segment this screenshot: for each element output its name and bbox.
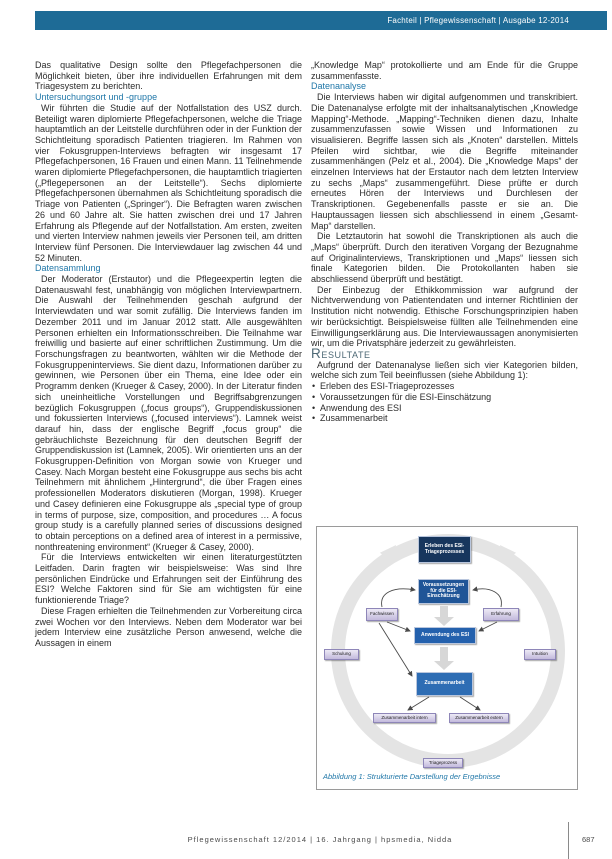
- paragraph: Wir führten die Studie auf der Notfallstation des USZ durch. Beteiligt waren diplomierte Pflegefachpersonen, welche die Triage hauptamtlich an der Leitstelle durchführen oder in der Funktion der Schichtleitung sporadisch Patienten triagieren. Im Rahmen von vier Fokusgruppen-Interviews befragten wir insgesamt 17 Pflegefachpersonen, 16 Frauen und einen Mann. 11 Teilnehmende waren diplomierte Pflegefachpersonen, die hauptamtlich triagierten („Pflegepersonen an der Leitstelle“). Sechs diplomierte Pflegefachpersonen übernahmen als Schichtleitung sporadisch die Triage von Patienten („Springer“). Die Befragten waren zwischen 26 und 60 Jahre alt. Sie hatten zwischen drei und 17 Jahren Erfahrung als Pflegende auf der Notfallstation. Am ersten, zweiten und vierten Interview nahmen jeweils vier Personen teil, am dritten Interview fünf Personen. Die Interviewdauer lag zwischen 44 und 52 Minuten.: [35, 102, 302, 263]
- bullet-item: • Zusammenarbeit: [311, 413, 578, 424]
- diagram-node-mid-right: Erfahrung: [483, 608, 519, 621]
- diagram-node-bottom-left: Zusammenarbeit intern: [373, 713, 436, 723]
- subsection-heading: Datensammlung: [35, 263, 101, 274]
- diagram-node-mid-left: Fachwissen: [366, 608, 398, 621]
- paragraph: Die Letztautorin hat sowohl die Transkriptionen als auch die „Maps“ überprüft. Durch den iterativen Vorgang der Bezugnahme auf Originalinterviews, Transkriptionen und „Maps“ liessen sich finale Kategorien bilden. Die Protokollanten haben sie abschliessend überprüft und bestätigt.: [311, 231, 578, 285]
- footer-page-number: 687: [582, 835, 595, 844]
- paragraph: Der Moderator (Erstautor) und die Pflegeexpertin legten die Datenauswahl fest, unabhängig von möglichen Interviewpartnern. Die Auswahl der Teilnehmenden geschah aufgrund der Interviewdaten und war somit zufällig. Die Interviews fanden im Dezember 2011 und im Januar 2012 statt. Alle ausgewählten Personen erhielten ein Informationsschreiben. Die Teilnahme war freiwillig und basierte auf einer schriftlichen Zustimmung. Um die Forschungsfragen zu beantworten, wählten wir die Methode der Fokusgruppeninterviews. Sie dient dazu, Informationen darüber zu gewinnen, wie Personen über ein Thema, eine Idee oder ein Programm denken (Krueger & Casey, 2000). In der Literatur finden sich uneinheitliche Vorstellungen und Begriffsabgrenzungen bezüglich Fokusgruppen („focus groups“), Gruppendiskussionen und fokussierten Interviews („focused interviews“). Lamnek weist darauf hin, dass der englische Begriff „focus group“ die gebräuchlichste Bezeichnung für den deutschen Begriff der Gruppendiskussion ist (Lamnek, 2005). Wir orientierten uns an der Fokusgruppen-Definition von Morgan sowie von Krueger und Casey. Nach Morgan besteht eine Fokusgruppe aus sechs bis acht Teilnehmern mit ähnlichem „Hintergrund“, die über Fragen eines professionellen Moderators diskutieren (Morgan, 1998). Krueger und Casey definieren eine Fokusgruppe als „special type of group in terms of purpose, size, composition, and procedures … A focus group study is a carefully planned series of discussions designed to obtain perceptions on a defined area of interest in a permissive, nonthreatening environment“ (Krueger & Casey, 2000).: [35, 274, 302, 552]
- section-header-bar: [35, 11, 607, 30]
- paragraph: Das qualitative Design sollte den Pflegefachpersonen die Möglichkeit bieten, über ihre individuellen Erfahrungen mit dem Triagesystem zu berichten.: [35, 60, 302, 92]
- diagram-node-bottom-center: Triageprozess: [423, 758, 463, 768]
- figure-caption: Abbildung 1: Strukturierte Darstellung der Ergebnisse: [323, 772, 501, 781]
- diagram-node-far-right: Intuition: [524, 649, 556, 660]
- diagram-node-erleben: Erleben des ESI-Triageprozesses: [418, 536, 471, 563]
- bullet-item: • Anwendung des ESI: [311, 403, 578, 414]
- diagram-node-zusammenarbeit: Zusammenarbeit: [416, 672, 473, 696]
- bullet-item: • Voraussetzungen für die ESI-Einschätzung: [311, 392, 578, 403]
- paragraph: Für die Interviews entwickelten wir einen literaturgestützten Leitfaden. Darin fragten wir beispielsweise: Was sind Ihre persönlichen Eindrücke und Erfahrungen seit der Einführung des ESI? Welche Faktoren sind für Sie am wichtigsten für eine funktionierende Triage?: [35, 552, 302, 606]
- paragraph: Diese Fragen erhielten die Teilnehmenden zur Vorbereitung circa zwei Wochen vor den Interviews. Neben dem Moderator war bei jedem Interview eine zusätzliche Person anwesend, welche die Aussagen in einem: [35, 605, 302, 648]
- diagram-node-bottom-right: Zusammenarbeit extern: [449, 713, 509, 723]
- paragraph: Der Einbezug der Ethikkommission war aufgrund der Nichtverwendung von Patientendaten und interner Richtlinien der Institution nicht notwendig. Ethische Forschungsprinzipien haben wir berücksichtigt. Beispielsweise füllten alle Teilnehmenden eine Einwilligungserklärung aus. Die Interviewaussagen anonymisierten wir, um die Privatsphäre jederzeit zu gewährleisten.: [311, 284, 578, 349]
- subsection-heading: Datenanalyse: [311, 81, 367, 92]
- paragraph: Aufgrund der Datenanalyse ließen sich vier Kategorien bilden, welche sich zum Teil beeinflussen (siehe Abbildung 1):: [311, 359, 578, 381]
- section-heading-resultate: Resultate: [311, 345, 371, 361]
- category-bullet-list: [311, 381, 578, 424]
- footer-journal-line: Pflegewissenschaft 12/2014 | 16. Jahrgang | hpsmedia, Nidda: [187, 835, 453, 844]
- section-header-label: Fachteil | Pflegewissenschaft | Ausgabe 12-2014: [387, 16, 569, 25]
- paragraph: Die Interviews haben wir digital aufgenommen und transkribiert. Die Datenanalyse erfolgte mit der inhaltsanalytischen „Knowledge Mapping“-Methode. „Mapping“-Techniken dienen dazu, Inhalte zusammenzufassen sowie Wissen und Informationen zu visualisieren. Begriffe lassen sich als „Knoten“ darstellen. Mittels Pfeilen wird sichtbar, wie die Begriffe miteinander zusammenhängen (Pelz et al., 2004). Die „Knowledge Maps“ der einzelnen Interviews hat der Erstautor nach dem letzten Interview zu sechs „Maps“ zusammengeführt. Diese prüfte er durch erneutes Hören der Interviews und Durchlesen der Transkriptionen. Gegebenenfalls passte er sie an. Die Hauptaussagen liessen sich abschliessend in einem „Gesamt-Map“ darstellen.: [311, 92, 578, 231]
- diagram-node-voraussetzungen: Voraussetzungen für die ESI-Einschätzung: [418, 579, 469, 604]
- figure-abbildung-1: [316, 526, 578, 790]
- paragraph: „Knowledge Map“ protokollierte und am Ende für die Gruppe zusammenfasste.: [311, 60, 578, 81]
- right-text-column: [311, 60, 578, 424]
- diagram-node-far-left: Schulung: [324, 649, 359, 660]
- diagram-node-anwendung: Anwendung des ESI: [414, 627, 476, 644]
- left-text-column: [35, 60, 302, 649]
- footer-divider: [568, 822, 569, 859]
- subsection-heading: Untersuchungsort und -gruppe: [35, 92, 158, 103]
- bullet-item: • Erleben des ESI-Triageprozesses: [311, 381, 578, 392]
